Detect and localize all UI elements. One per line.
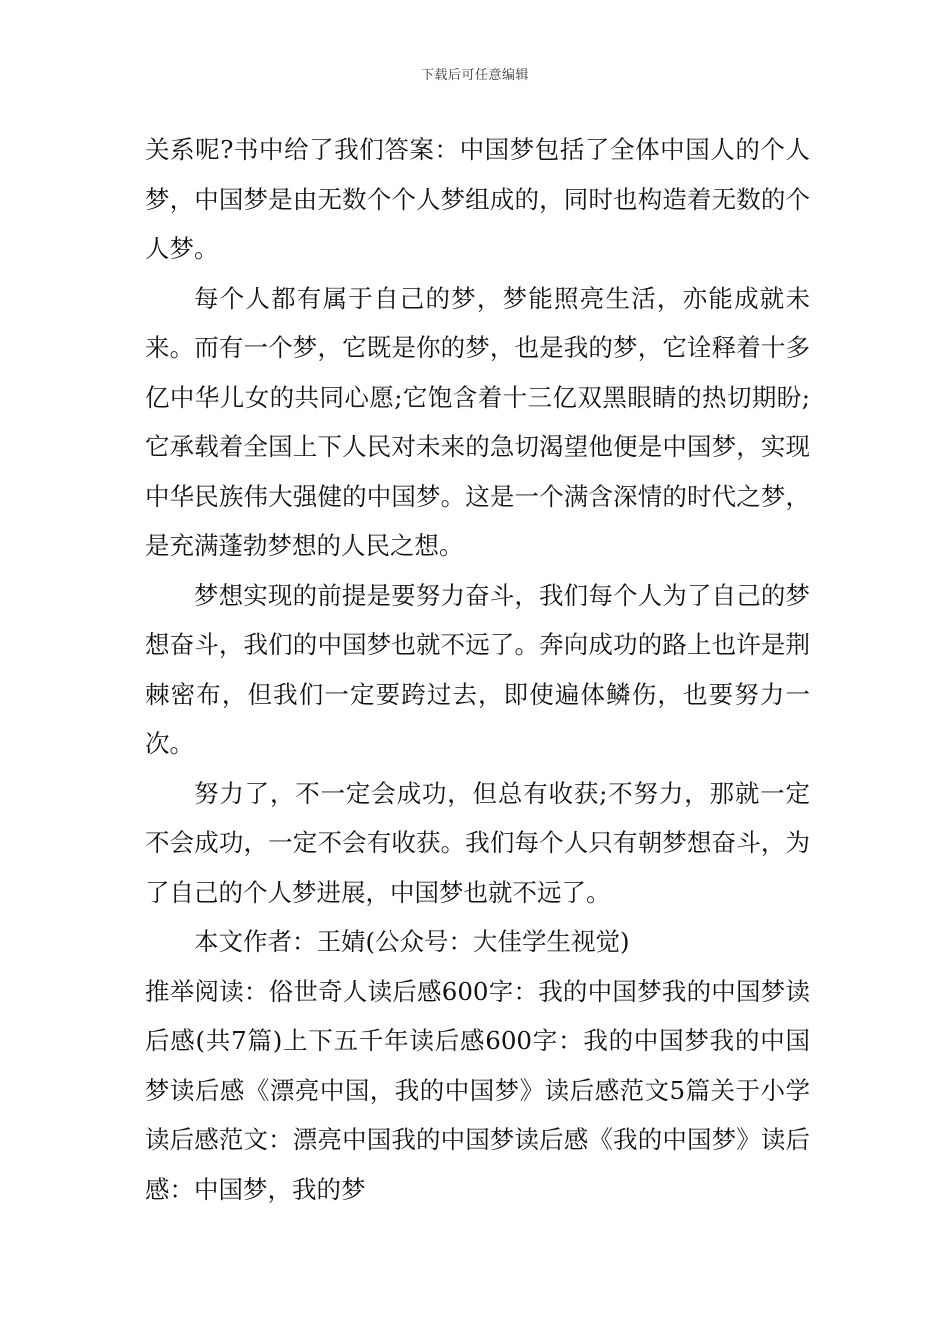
article-paragraph-1: 关系呢?书中给了我们答案：中国梦包括了全体中国人的个人梦，中国梦是由无数个个人梦组成的，同时也构造着无数的个人梦。 [145, 135, 810, 263]
article-paragraph-4: 努力了，不一定会成功，但总有收获;不努力，那就一定不会成功，一定不会有收获。我们每个人只有朝梦想奋斗，为了自己的个人梦进展，中国梦也就不远了。 [145, 778, 810, 907]
article-body [145, 125, 810, 1214]
page-header-note: 下载后可任意编辑 [420, 68, 529, 83]
author-line: 本文作者：王婧(公众号：大佳学生视觉) [194, 927, 630, 956]
recommended-reading: 推举阅读：俗世奇人读后感600字：我的中国梦我的中国梦读后感(共7篇)上下五千年读后感600字：我的中国梦我的中国梦读后感《漂亮中国，我的中国梦》读后感范文5篇关于小学读后感范文：漂亮中国我的中国梦读后感《我的中国梦》读后感：中国梦，我的梦 [145, 976, 810, 1204]
article-paragraph-2: 每个人都有属于自己的梦，梦能照亮生活，亦能成就未来。而有一个梦，它既是你的梦，也是我的梦，它诠释着十多亿中华儿女的共同心愿;它饱含着十三亿双黑眼睛的热切期盼;它承载着全国上下人民对未来的急切渴望他便是中国梦，实现中华民族伟大强健的中国梦。这是一个满含深情的时代之梦，是充满蓬勃梦想的人民之想。 [145, 283, 810, 560]
article-paragraph-3: 梦想实现的前提是要努力奋斗，我们每个人为了自己的梦想奋斗，我们的中国梦也就不远了。奔向成功的路上也许是荆棘密布，但我们一定要跨过去，即使遍体鳞伤，也要努力一次。 [145, 580, 810, 758]
